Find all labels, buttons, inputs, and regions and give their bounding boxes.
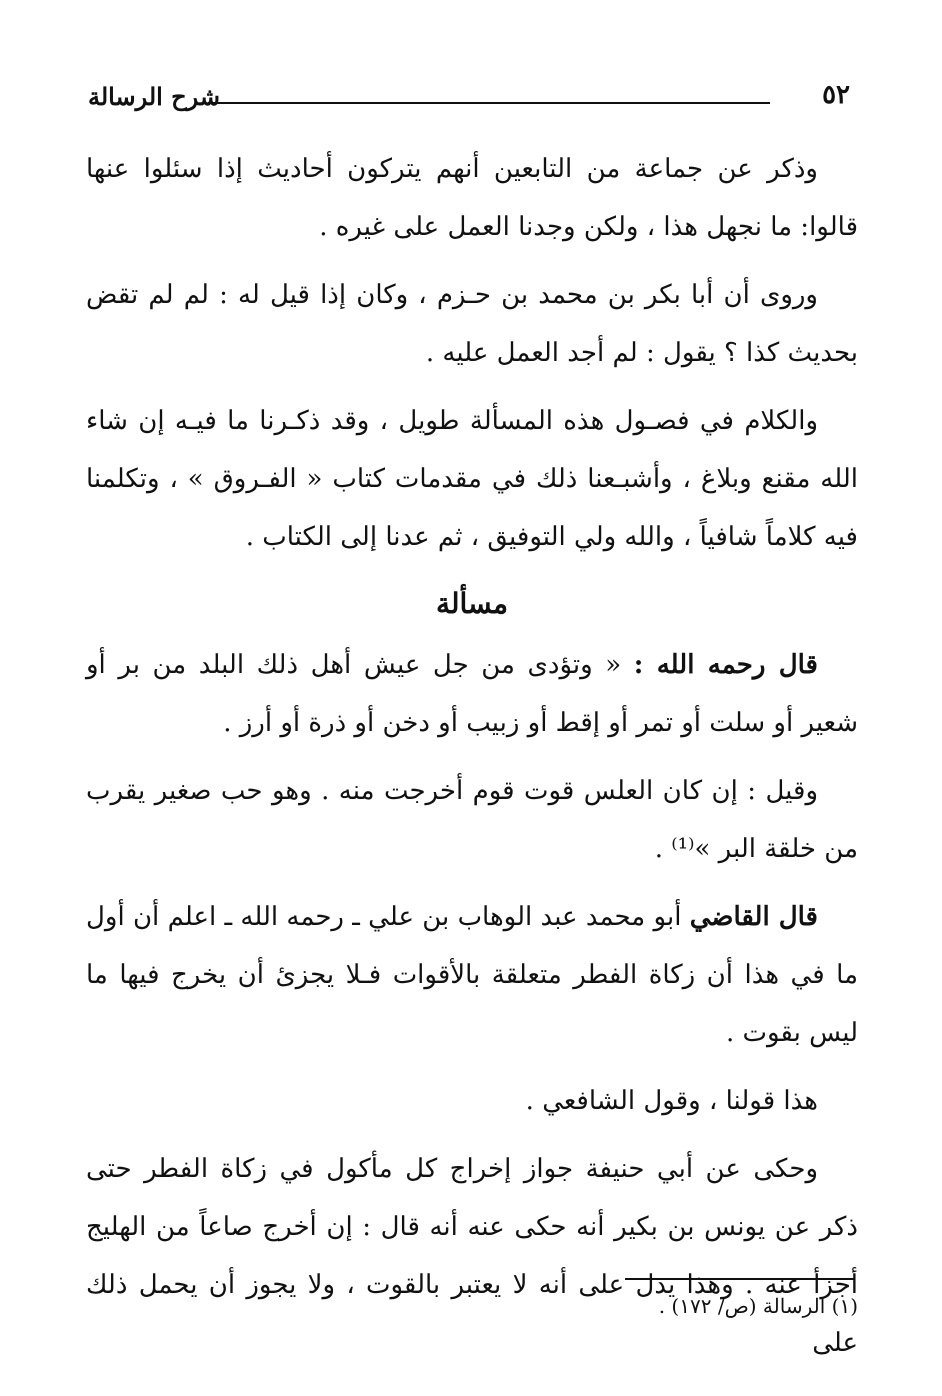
page-header (88, 80, 850, 120)
paragraph: والكلام في فصـول هذه المسألة طويل ، وقد ذكـرنا ما فيـه إن شاء الله مقنع وبلاغ ، وأشبـعنا ذلك في مقدمات كتاب « الفـروق » ، وتكلمنا فيه كلاماً شافياً ، والله ولي التوفيق ، ثم عدنا إلى الكتاب . (86, 406, 858, 552)
paragraph-lead: قال القاضي (689, 902, 818, 932)
header-rule (208, 102, 770, 104)
paragraph: وقيل : إن كان العلس قوت قوم أخرجت منه . وهو حب صغير يقرب من خلقة البر »⁽¹⁾ . (86, 776, 858, 864)
paragraph: وروى أن أبا بكر بن محمد بن حـزم ، وكان إذا قيل له : لم لم تقض بحديث كذا ؟ يقول : لم أجد العمل عليه . (86, 280, 858, 368)
paragraph: وحكى عن أبي حنيفة جواز إخراج كل مأكول في زكاة الفطر حتى ذكر عن يونس بن بكير أنه حكى عنه أنه قال : إن أخرج صاعاً من الهليج أجزأ عنه . وهذا يدل على أنه لا يعتبر بالقوت ، ولا يجوز أن يحمل ذلك على (86, 1154, 858, 1358)
paragraph: وذكر عن جماعة من التابعين أنهم يتركون أحاديث إذا سئلوا عنها قالوا: ما نجهل هذا ، ولكن وجدنا العمل على غيره . (86, 154, 858, 242)
paragraph-lead: قال رحمه الله : (633, 650, 818, 680)
footnote: (١) الرسالة (ص/ ١٧٢) . (658, 1294, 858, 1318)
running-title: شرح الرسالة (88, 82, 221, 111)
paragraph: هذا قولنا ، وقول الشافعي . (525, 1086, 818, 1116)
body-text (86, 140, 858, 1382)
page-number: ٥٢ (822, 80, 850, 110)
paragraph: قال القاضي أبو محمد عبد الوهاب بن علي ـ رحمه الله ـ اعلم أن أول ما في هذا أن زكاة الفطر متعلقة بالأقوات فـلا يجزئ أن يخرج فيها ما ليس بقوت . (86, 902, 858, 1048)
paragraph: قال رحمه الله : « وتؤدى من جل عيش أهل ذلك البلد من بر أو شعير أو سلت أو تمر أو إقط أو زبيب أو دخن أو ذرة أو أرز . (86, 650, 858, 738)
footnote-rule (625, 1278, 855, 1280)
section-heading: مسألة (435, 587, 509, 620)
